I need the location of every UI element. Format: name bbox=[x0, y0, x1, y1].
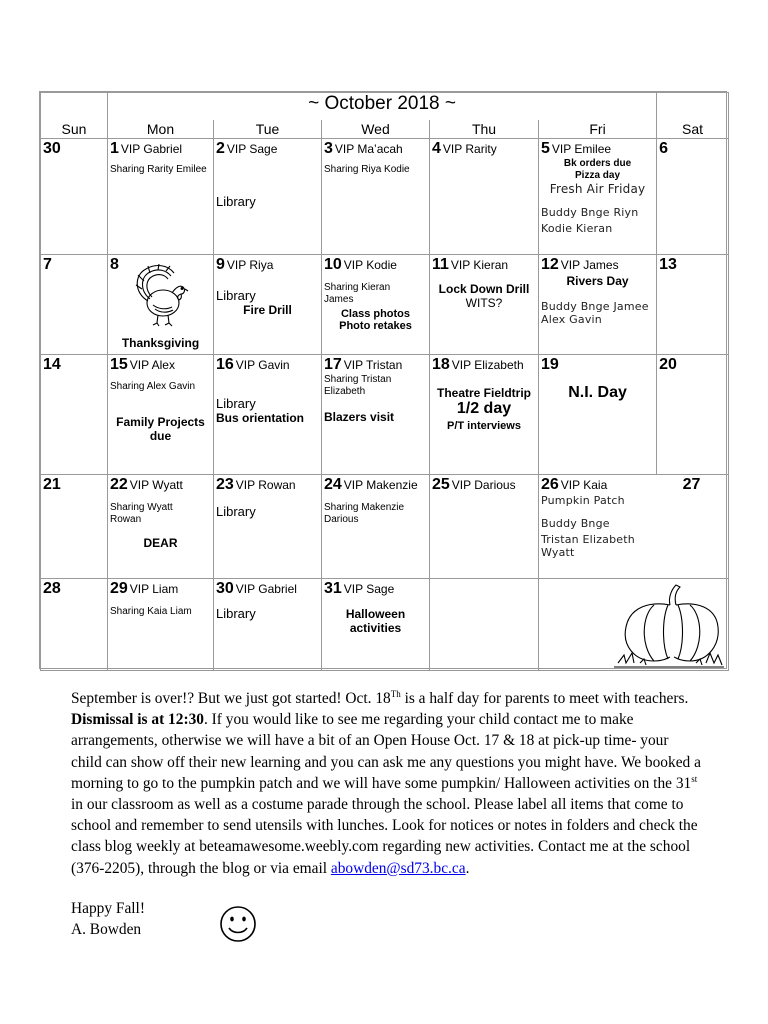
day-cell bbox=[322, 355, 429, 474]
day-number: 26 bbox=[541, 476, 559, 493]
event-text: Halloween bbox=[345, 607, 406, 621]
library-label: Library bbox=[216, 194, 256, 209]
vip-label: VIP Emilee bbox=[551, 142, 612, 156]
vip-label: VIP Elizabeth bbox=[451, 358, 524, 372]
day-number: 3 bbox=[324, 140, 333, 157]
day-number: 14 bbox=[43, 356, 61, 373]
buddy-names: Tristan Elizabeth bbox=[541, 533, 635, 546]
day-cell bbox=[657, 139, 728, 254]
library-label: Library bbox=[216, 606, 256, 621]
day-cell bbox=[108, 475, 213, 578]
day-cell bbox=[322, 579, 429, 670]
vip-label: VIP Gabriel bbox=[120, 142, 183, 156]
day-number: 18 bbox=[432, 356, 450, 373]
event-text: Pizza day bbox=[575, 170, 621, 181]
signature-block bbox=[71, 898, 145, 940]
signature-text: A. Bowden bbox=[71, 921, 142, 939]
day-name: Fri bbox=[539, 120, 657, 139]
day-name: Wed bbox=[322, 120, 430, 139]
calendar bbox=[39, 91, 727, 669]
day-cell bbox=[322, 255, 429, 354]
vip-label: VIP Kieran bbox=[450, 258, 509, 272]
closing-text: Happy Fall! bbox=[71, 900, 145, 917]
day-cell bbox=[430, 139, 538, 254]
day-number: 28 bbox=[43, 580, 61, 597]
day-number: 9 bbox=[216, 256, 225, 273]
event-text: Blazers visit bbox=[324, 410, 395, 424]
buddy-names: Alex Gavin bbox=[541, 313, 602, 326]
event-text: Pumpkin Patch bbox=[541, 494, 625, 507]
day-number: 31 bbox=[324, 580, 342, 597]
sharing-text: Sharing Makenzie Darious bbox=[324, 502, 405, 525]
event-text: DEAR bbox=[143, 536, 178, 550]
day-cell bbox=[214, 139, 321, 254]
event-text: Fire Drill bbox=[243, 303, 292, 317]
day-cell bbox=[108, 255, 213, 354]
day-number: 2 bbox=[216, 140, 225, 157]
sharing-text: Sharing Kieran James bbox=[324, 282, 391, 305]
day-cell bbox=[214, 579, 321, 670]
day-cell bbox=[539, 475, 657, 578]
day-cell bbox=[41, 139, 107, 254]
buddy-names: Wyatt bbox=[541, 546, 575, 559]
day-number: 24 bbox=[324, 476, 342, 493]
day-number: 11 bbox=[432, 256, 449, 273]
day-cell bbox=[41, 255, 107, 354]
day-number: 30 bbox=[43, 140, 61, 157]
day-cell bbox=[108, 355, 213, 474]
vip-label: VIP Wyatt bbox=[129, 478, 183, 492]
day-number: 21 bbox=[43, 476, 61, 493]
teacher-note bbox=[71, 688, 701, 879]
week-row bbox=[41, 255, 729, 355]
sharing-text: Sharing Rarity Emilee bbox=[110, 164, 207, 175]
vip-label: VIP Liam bbox=[129, 582, 179, 596]
library-label: Library bbox=[216, 504, 256, 519]
sharing-text: Sharing Wyatt Rowan bbox=[110, 502, 173, 525]
note-dismissal: Dismissal is at 12:30 bbox=[71, 711, 204, 729]
day-name: Sun bbox=[41, 120, 108, 139]
vip-label: VIP Kaia bbox=[560, 478, 608, 492]
library-label: Library bbox=[216, 288, 256, 303]
day-number: 23 bbox=[216, 476, 234, 493]
day-cell bbox=[214, 255, 321, 354]
day-cell bbox=[539, 579, 728, 670]
day-cell bbox=[214, 475, 321, 578]
day-cell bbox=[430, 579, 538, 670]
note-superscript: Th bbox=[390, 688, 401, 699]
day-cell bbox=[108, 139, 213, 254]
day-number: 7 bbox=[43, 256, 52, 273]
day-cell bbox=[214, 355, 321, 474]
day-number: 6 bbox=[659, 140, 668, 157]
note-text: . bbox=[465, 859, 470, 877]
day-cell bbox=[41, 579, 107, 670]
note-text: in our classroom as well as a costume parade through the school. Please label all items that come to school and remember to send utensils with lunches. Look for notices or notes in folders and check the class blog weekly at beteamawesome.weebly.com regarding new activities. Contact me at the school (376-2205), through the blog or via email bbox=[71, 796, 698, 877]
vip-label: VIP Gabriel bbox=[235, 582, 297, 596]
day-cell bbox=[41, 475, 107, 578]
vip-label: VIP Sage bbox=[343, 582, 395, 596]
day-number: 22 bbox=[110, 476, 128, 493]
pumpkin-icon bbox=[610, 583, 728, 669]
event-text: 1/2 day bbox=[456, 400, 512, 417]
day-number: 30 bbox=[216, 580, 234, 597]
event-text: Fresh Air Friday bbox=[549, 182, 646, 196]
note-text: September is over!? But we just got started! Oct. 18 bbox=[71, 690, 391, 707]
day-name: Thu bbox=[430, 120, 539, 139]
vip-label: VIP Gavin bbox=[235, 358, 290, 372]
day-cell bbox=[657, 475, 729, 578]
day-number: 5 bbox=[541, 140, 550, 157]
day-number: 8 bbox=[110, 256, 119, 273]
day-number: 13 bbox=[659, 256, 677, 273]
day-name: Sat bbox=[657, 120, 729, 139]
buddy-text: Buddy Bnge Jamee bbox=[541, 300, 649, 313]
vip-label: VIP James bbox=[560, 258, 619, 272]
turkey-icon bbox=[128, 263, 194, 329]
vip-label: VIP Makenzie bbox=[343, 478, 418, 492]
day-cell bbox=[539, 255, 656, 354]
day-number: 27 bbox=[682, 476, 701, 493]
day-name: Mon bbox=[108, 120, 214, 139]
day-number: 19 bbox=[541, 356, 559, 373]
vip-label: VIP Tristan bbox=[343, 358, 403, 372]
sharing-text: Sharing Riya Kodie bbox=[324, 164, 410, 175]
day-cell bbox=[430, 255, 538, 354]
event-text: WITS? bbox=[465, 296, 503, 310]
day-number: 10 bbox=[324, 256, 342, 273]
event-text: Theatre Fieldtrip bbox=[436, 386, 531, 400]
vip-label: VIP Darious bbox=[451, 478, 516, 492]
library-label: Library bbox=[216, 396, 256, 411]
note-text: is a half day for parents to meet with teachers. bbox=[400, 690, 689, 707]
event-text: N.I. Day bbox=[568, 384, 627, 401]
day-cell bbox=[430, 475, 538, 578]
day-number: 15 bbox=[110, 356, 128, 373]
day-cell bbox=[322, 475, 429, 578]
day-cell bbox=[539, 139, 656, 254]
day-number: 25 bbox=[432, 476, 450, 493]
week-row bbox=[41, 355, 729, 475]
event-text: activities bbox=[349, 621, 402, 635]
buddy-text: Buddy Bnge Riyn bbox=[541, 206, 639, 219]
vip-label: VIP Rowan bbox=[235, 478, 296, 492]
week-row bbox=[41, 139, 729, 255]
day-number: 4 bbox=[432, 140, 441, 157]
week-row bbox=[41, 475, 729, 579]
sharing-text: Sharing Tristan Elizabeth bbox=[324, 374, 392, 397]
sharing-text: Sharing Kaia Liam bbox=[110, 606, 192, 617]
smiley-icon bbox=[219, 905, 257, 943]
calendar-title: ~ October 2018 ~ bbox=[108, 93, 657, 120]
event-text: Rivers Day bbox=[566, 274, 629, 288]
vip-label: VIP Ma’acah bbox=[334, 142, 403, 156]
vip-label: VIP Sage bbox=[226, 142, 278, 156]
note-superscript: st bbox=[691, 773, 698, 784]
event-text: Bk orders due bbox=[563, 158, 632, 169]
day-names-row bbox=[41, 120, 729, 139]
sharing-text: Sharing Alex Gavin bbox=[110, 381, 196, 392]
vip-label: VIP Kodie bbox=[343, 258, 397, 272]
event-text: P/T interviews bbox=[447, 420, 521, 432]
day-number: 1 bbox=[110, 140, 119, 157]
day-cell bbox=[657, 355, 728, 474]
holiday-text: Thanksgiving bbox=[121, 336, 200, 350]
email-link[interactable]: abowden@sd73.bc.ca bbox=[330, 859, 466, 877]
day-cell bbox=[41, 355, 107, 474]
day-cell bbox=[430, 355, 538, 474]
vip-label: VIP Alex bbox=[129, 358, 175, 372]
event-text: Class photos bbox=[340, 308, 411, 320]
note-text: . If you would like to see me regarding your child contact me to make arrangements, otherwise we will have a bit of an Open House Oct. 17 & 18 at pick-up time- your child can show off their new learning and you can ask me any questions you might have. We booked a morning to go to the pumpkin patch and we will have some pumpkin/ Halloween activities on the 31 bbox=[71, 711, 701, 792]
vip-label: VIP Rarity bbox=[442, 142, 497, 156]
event-text: Family Projects bbox=[116, 415, 205, 429]
day-cell bbox=[322, 139, 429, 254]
week-row bbox=[41, 579, 729, 671]
event-text: due bbox=[149, 429, 172, 443]
event-text: Bus orientation bbox=[216, 411, 305, 425]
event-text: Photo retakes bbox=[339, 320, 412, 332]
event-text: Lock Down Drill bbox=[438, 282, 530, 296]
day-number: 29 bbox=[110, 580, 128, 597]
day-cell bbox=[108, 579, 213, 670]
day-name: Tue bbox=[214, 120, 322, 139]
buddy-names: Kodie Kieran bbox=[541, 222, 613, 235]
vip-label: VIP Riya bbox=[226, 258, 274, 272]
buddy-text: Buddy Bnge bbox=[541, 517, 610, 530]
day-cell bbox=[657, 255, 728, 354]
day-number: 16 bbox=[216, 356, 234, 373]
day-number: 12 bbox=[541, 256, 559, 273]
day-number: 17 bbox=[324, 356, 342, 373]
day-cell bbox=[539, 355, 656, 474]
day-number: 20 bbox=[659, 356, 677, 373]
